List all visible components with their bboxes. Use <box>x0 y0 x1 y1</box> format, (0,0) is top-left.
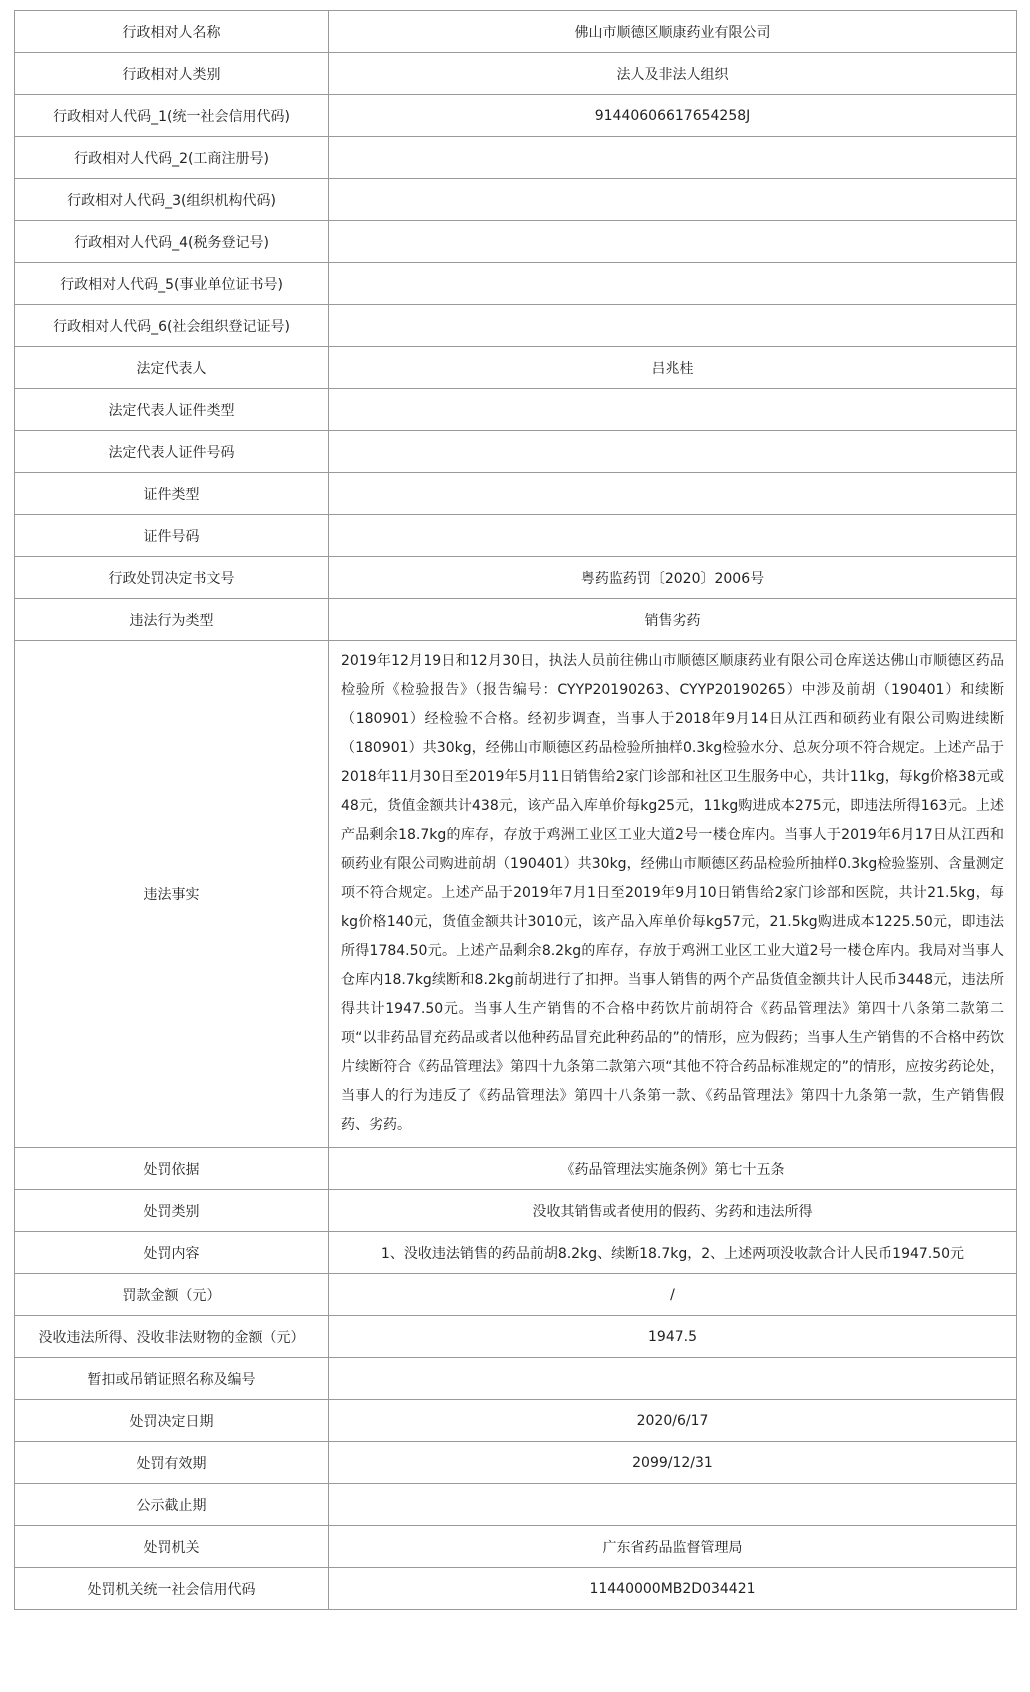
field-value <box>329 1484 1017 1526</box>
record-row <box>15 515 1017 557</box>
record-row <box>15 1358 1017 1400</box>
field-value: 91440606617654258J <box>329 95 1017 137</box>
field-label: 行政相对人代码_2(工商注册号) <box>15 137 329 179</box>
record-row <box>15 557 1017 599</box>
field-label: 行政相对人代码_4(税务登记号) <box>15 221 329 263</box>
field-label: 处罚机关统一社会信用代码 <box>15 1568 329 1610</box>
field-label: 公示截止期 <box>15 1484 329 1526</box>
record-row <box>15 1442 1017 1484</box>
record-row <box>15 53 1017 95</box>
record-row <box>15 221 1017 263</box>
field-value: 2099/12/31 <box>329 1442 1017 1484</box>
record-row <box>15 11 1017 53</box>
record-table-body <box>15 11 1017 1610</box>
field-value <box>329 515 1017 557</box>
field-label: 暂扣或吊销证照名称及编号 <box>15 1358 329 1400</box>
record-row <box>15 1274 1017 1316</box>
record-row <box>15 137 1017 179</box>
field-value <box>329 473 1017 515</box>
field-value: / <box>329 1274 1017 1316</box>
field-label: 行政相对人类别 <box>15 53 329 95</box>
field-value <box>329 221 1017 263</box>
field-value: 1、没收违法销售的药品前胡8.2kg、续断18.7kg，2、上述两项没收款合计人民币1947.50元 <box>329 1232 1017 1274</box>
field-value: 粤药监药罚〔2020〕2006号 <box>329 557 1017 599</box>
field-label: 处罚类别 <box>15 1190 329 1232</box>
field-value: 2020/6/17 <box>329 1400 1017 1442</box>
field-value <box>329 389 1017 431</box>
field-label: 行政相对人代码_1(统一社会信用代码) <box>15 95 329 137</box>
field-value: 法人及非法人组织 <box>329 53 1017 95</box>
field-label: 行政相对人代码_3(组织机构代码) <box>15 179 329 221</box>
record-row <box>15 263 1017 305</box>
record-row <box>15 389 1017 431</box>
record-row <box>15 179 1017 221</box>
record-row <box>15 1190 1017 1232</box>
field-label: 法定代表人 <box>15 347 329 389</box>
field-value <box>329 431 1017 473</box>
penalty-record-table <box>14 10 1017 1610</box>
field-label: 行政相对人代码_6(社会组织登记证号) <box>15 305 329 347</box>
field-label: 罚款金额（元） <box>15 1274 329 1316</box>
field-label: 处罚依据 <box>15 1148 329 1190</box>
field-label: 违法行为类型 <box>15 599 329 641</box>
field-label: 法定代表人证件号码 <box>15 431 329 473</box>
field-label: 行政相对人名称 <box>15 11 329 53</box>
record-row <box>15 1484 1017 1526</box>
field-value <box>329 137 1017 179</box>
penalty-record-sheet <box>14 10 1016 1610</box>
record-row <box>15 305 1017 347</box>
field-value: 1947.5 <box>329 1316 1017 1358</box>
record-row <box>15 1568 1017 1610</box>
field-value <box>329 263 1017 305</box>
record-row <box>15 1232 1017 1274</box>
field-label: 证件号码 <box>15 515 329 557</box>
field-label: 处罚决定日期 <box>15 1400 329 1442</box>
field-value: 《药品管理法实施条例》第七十五条 <box>329 1148 1017 1190</box>
record-row <box>15 473 1017 515</box>
field-value: 广东省药品监督管理局 <box>329 1526 1017 1568</box>
record-row <box>15 95 1017 137</box>
field-value: 吕兆桂 <box>329 347 1017 389</box>
field-label: 处罚机关 <box>15 1526 329 1568</box>
field-label: 证件类型 <box>15 473 329 515</box>
field-value <box>329 179 1017 221</box>
record-row <box>15 1526 1017 1568</box>
record-row <box>15 1400 1017 1442</box>
field-value: 销售劣药 <box>329 599 1017 641</box>
field-value: 佛山市顺德区顺康药业有限公司 <box>329 11 1017 53</box>
field-label: 处罚内容 <box>15 1232 329 1274</box>
field-label: 法定代表人证件类型 <box>15 389 329 431</box>
field-value: 没收其销售或者使用的假药、劣药和违法所得 <box>329 1190 1017 1232</box>
record-row <box>15 641 1017 1148</box>
field-label: 违法事实 <box>15 641 329 1148</box>
field-label: 处罚有效期 <box>15 1442 329 1484</box>
field-value <box>329 305 1017 347</box>
record-row <box>15 431 1017 473</box>
field-value <box>329 1358 1017 1400</box>
field-label: 行政处罚决定书文号 <box>15 557 329 599</box>
field-value: 2019年12月19日和12月30日，执法人员前往佛山市顺德区顺康药业有限公司仓库送达佛山市顺德区药品检验所《检验报告》（报告编号：CYYP20190263、CYYP20190265）中涉及前胡（190401）和续断（180901）经检验不合格。经初步调查，当事人于2018年9月14日从江西和硕药业有限公司购进续断（180901）共30kg，经佛山市顺德区药品检验所抽样0.3kg检验水分、总灰分项不符合规定。上述产品于2018年11月30日至2019年5月11日销售给2家门诊部和社区卫生服务中心，共计11kg，每kg价格38元或48元，货值金额共计438元，该产品入库单价每kg25元，11kg购进成本275元，即违法所得163元。上述产品剩余18.7kg的库存，存放于鸡洲工业区工业大道2号一楼仓库内。当事人于2019年6月17日从江西和硕药业有限公司购进前胡（190401）共30kg，经佛山市顺德区药品检验所抽样0.3kg检验鉴别、含量测定项不符合规定。上述产品于2019年7月1日至2019年9月10日销售给2家门诊部和医院，共计21.5kg，每kg价格140元，货值金额共计3010元，该产品入库单价每kg57元，21.5kg购进成本1225.50元，即违法所得1784.50元。上述产品剩余8.2kg的库存，存放于鸡洲工业区工业大道2号一楼仓库内。我局对当事人仓库内18.7kg续断和8.2kg前胡进行了扣押。当事人销售的两个产品货值金额共计人民币3448元，违法所得共计1947.50元。当事人生产销售的不合格中药饮片前胡符合《药品管理法》第四十八条第二款第二项“以非药品冒充药品或者以他种药品冒充此种药品的”的情形，应为假药；当事人生产销售的不合格中药饮片续断符合《药品管理法》第四十九条第二款第六项“其他不符合药品标准规定的”的情形，应按劣药论处，当事人的行为违反了《药品管理法》第四十八条第一款、《药品管理法》第四十九条第一款，生产销售假药、劣药。 <box>329 641 1017 1148</box>
record-row <box>15 347 1017 389</box>
field-value: 11440000MB2D034421 <box>329 1568 1017 1610</box>
record-row <box>15 1148 1017 1190</box>
record-row <box>15 1316 1017 1358</box>
record-row <box>15 599 1017 641</box>
field-label: 没收违法所得、没收非法财物的金额（元） <box>15 1316 329 1358</box>
field-label: 行政相对人代码_5(事业单位证书号) <box>15 263 329 305</box>
